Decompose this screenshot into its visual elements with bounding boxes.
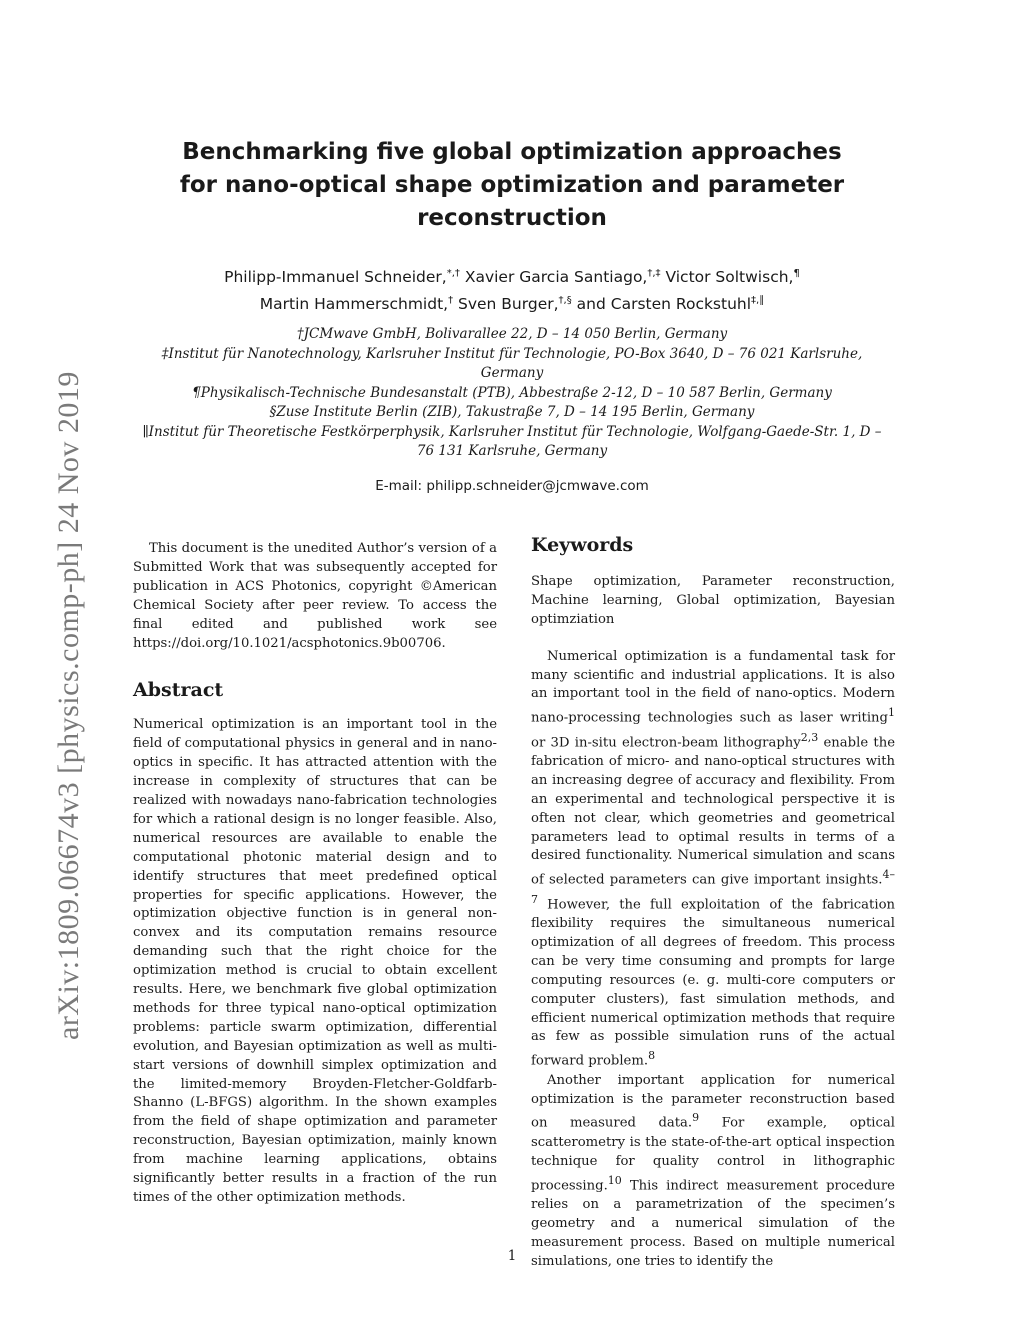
affiliation-list: [140, 325, 884, 462]
keywords-heading: Keywords: [531, 534, 634, 556]
publication-notice: This document is the unedited Author’s version of a Submitted Work that was subsequently accepted for publication in ACS Photonics, copyright ©American Chemical Society after peer review. To access the final edited and published work see https://doi.org/10.1021/acsphotonics.9b00706.: [133, 541, 497, 651]
author-affiliation-mark: †,‡: [647, 268, 661, 279]
author-name: and Carsten Rockstuhl: [571, 295, 752, 314]
author-name: Xavier Garcia Santiago,: [459, 268, 648, 287]
author-affiliation-mark: ‡,∥: [751, 295, 765, 307]
paragraph-text: or 3D in-situ electron-beam lithography: [531, 735, 801, 751]
author-name: Philipp-Immanuel Schneider,: [224, 268, 447, 287]
citation-ref: 2,3: [800, 730, 819, 744]
citation-ref: 10: [607, 1173, 622, 1187]
author-name: Martin Hammerschmidt,: [259, 295, 449, 314]
paragraph-text: However, the full exploitation of the fabrication flexibility requires the simultaneous numerical optimization of all degrees of freedom. This process can be very time consuming and prompts for large computing resources (e. g. multi-core computers or computer clusters), fast simulation methods, and efficient numerical optimization methods that require as few as possible simulation runs of the actual forward problem.: [531, 897, 895, 1069]
arxiv-identifier: arXiv:1809.06674v3 [physics.comp-ph] 24 Nov 2019: [52, 371, 85, 1040]
abstract-text: Numerical optimization is an important tool in the field of computational physics in general and in nano-optics in specific. It has attracted attention with the increase in complexity of structures that can be realized with nowadays nano-fabrication technologies for which a rational design is no longer feasible. Also, numerical resources are available to enable the computational photonic material design and to identify structures that meet predefined optical properties for specific applications. However, the optimization objective function is in general non-convex and its computation remains resource demanding such that the right choice for the optimization method is crucial to obtain excellent results. Here, we benchmark five global optimization methods for three typical nano-optical optimization problems: particle swarm optimization, differential evolution, and Bayesian optimization as well as multi-start versions of downhill simplex optimization and the limited-memory Broyden-Fletcher-Goldfarb-Shanno (L-BFGS) algorithm. In the shown examples from the field of shape optimization and parameter reconstruction, Bayesian optimization, mainly known from machine learning applications, obtains significantly better results in a fraction of the run times of the other optimization methods.: [133, 717, 497, 1205]
keywords-text: Shape optimization, Parameter reconstruction, Machine learning, Global optimization, Bayesian optimziation: [531, 573, 895, 627]
affiliation-ptb: ¶Physikalisch-Technische Bundesanstalt (PTB), Abbestraße 2-12, D – 10 587 Berlin, Germany: [192, 384, 832, 401]
paragraph-text: Another important application for numerical optimization is the parameter reconstruction based on measured data.: [531, 1072, 895, 1131]
author-list: [160, 262, 864, 316]
citation-ref: 9: [692, 1111, 700, 1125]
author-affiliation-mark: *,†: [446, 268, 460, 279]
affiliation-kit-nanotech: ‡Institut für Nanotechnology, Karlsruher Institut für Technologie, PO-Box 3640, D – 76 021 Karlsruhe, Germany: [161, 345, 863, 381]
affiliation-jcmwave: †JCMwave GmbH, Bolivarallee 22, D – 14 050 Berlin, Germany: [296, 326, 728, 342]
abstract-heading: Abstract: [133, 679, 224, 702]
affiliation-zib: §Zuse Institute Berlin (ZIB), Takustraße 7, D – 14 195 Berlin, Germany: [269, 404, 755, 420]
author-affiliation-mark: †,§: [558, 295, 572, 307]
right-column: [531, 536, 895, 1271]
paper-title: Benchmarking five global optimization approaches for nano-optical shape optimization and parameter reconstruction: [179, 139, 845, 231]
left-column: [133, 540, 497, 1208]
author-name: Sven Burger,: [453, 295, 559, 314]
paragraph-text: This indirect measurement procedure relies on a parametrization of the specimen’s geometry and a numerical simulation of the measurement process. Based on multiple numerical simulations, one tries to identify the: [531, 1177, 895, 1269]
author-name: Victor Soltwisch,: [660, 268, 794, 287]
citation-ref: 1: [888, 706, 895, 720]
page-number: 1: [507, 1248, 517, 1264]
paragraph-text: Numerical optimization is a fundamental task for many scientific and industrial applications. It is also an important tool in the field of nano-optics. Modern nano-processing technologies such as laser writing: [531, 648, 895, 726]
author-affiliation-mark: †: [448, 295, 454, 307]
citation-ref: 4–7: [531, 868, 895, 906]
paragraph-text: enable the fabrication of micro- and nano-optical structures with an increasing degree of accuracy and flexibility. From an experimental and technological perspective it is often not clear, which geometries and geometrical parameters lead to optimal results in terms of a desired functionality. Numerical simulation and scans of selected parameters can give important insights.: [531, 735, 896, 888]
author-affiliation-mark: ¶: [793, 268, 800, 279]
citation-ref: 8: [648, 1049, 656, 1063]
paragraph-text: For example, optical scatterometry is the state-of-the-art optical inspection technique for quality control in lithographic processing.: [531, 1115, 895, 1193]
affiliation-kit-tfp: ∥Institut für Theoretische Festkörperphysik, Karlsruher Institut für Technologie, Wolfgang-Gaede-Str. 1, D – 76 131 Karlsruhe, Germany: [142, 423, 882, 459]
intro-paragraph-1: [531, 648, 895, 1072]
intro-paragraph-2: [531, 1072, 895, 1272]
contact-email: E-mail: philipp.schneider@jcmwave.com: [375, 478, 649, 494]
